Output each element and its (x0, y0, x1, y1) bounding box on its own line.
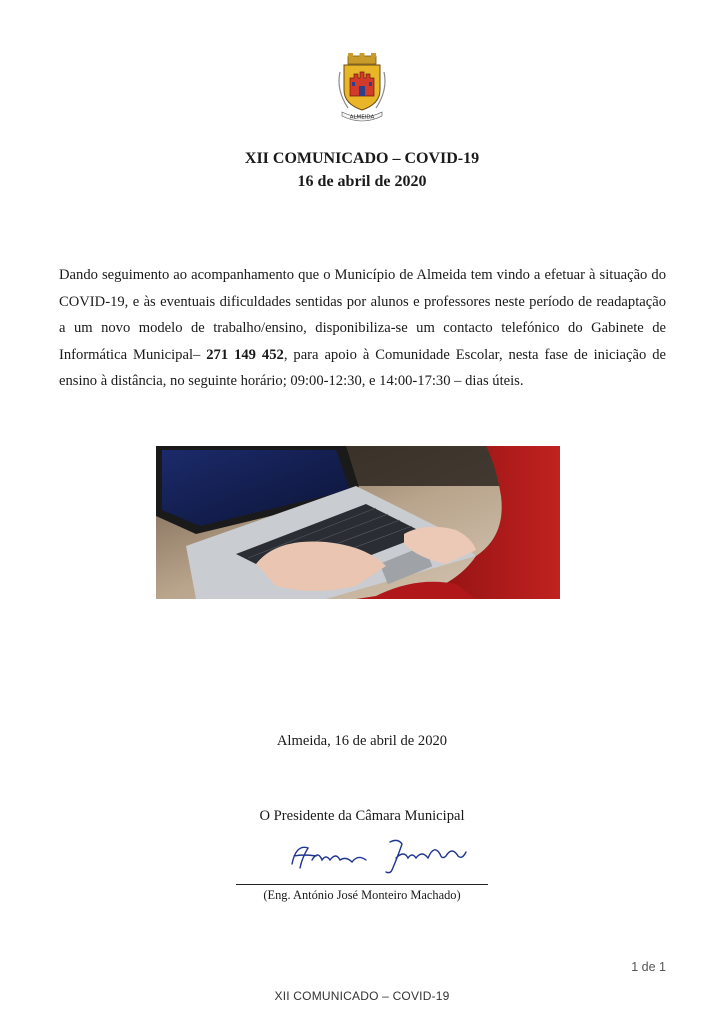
handwritten-signature (282, 834, 482, 876)
body-text-before: Dando seguimento ao acompanhamento que o Município de Almeida tem vindo a efetuar à situação do COVID-19, e às eventuais dificuldades sentidas por alunos e professores neste período de readaptação a um novo modelo de trabalho/ensino, disponibiliza-se um contacto telefónico do Gabinete de Informática Municipal– (59, 267, 666, 363)
page-number: 1 de 1 (631, 960, 666, 974)
laptop-typing-photo (156, 446, 560, 599)
signatory-role: O Presidente da Câmara Municipal (259, 808, 465, 824)
document-title: XII COMUNICADO – COVID-19 (244, 150, 480, 167)
municipal-crest-logo (330, 52, 394, 124)
closing-place-date: Almeida, 16 de abril de 2020 (276, 733, 448, 749)
page-footer: XII COMUNICADO – COVID-19 (274, 989, 450, 1003)
phone-number: 271 149 452 (206, 346, 284, 363)
body-paragraph (59, 262, 666, 395)
svg-text:ALMEIDA: ALMEIDA (349, 114, 375, 121)
document-date: 16 de abril de 2020 (297, 173, 427, 190)
body-text-after: , para apoio à Comunidade Escolar, nesta fase de iniciação de ensino à distância, no seguinte horário; 09:00-12:30, e 14:00-17:30 – dias úteis. (59, 346, 667, 390)
signatory-name: (Eng. António José Monteiro Machado) (263, 888, 461, 902)
signature-line (236, 884, 488, 885)
